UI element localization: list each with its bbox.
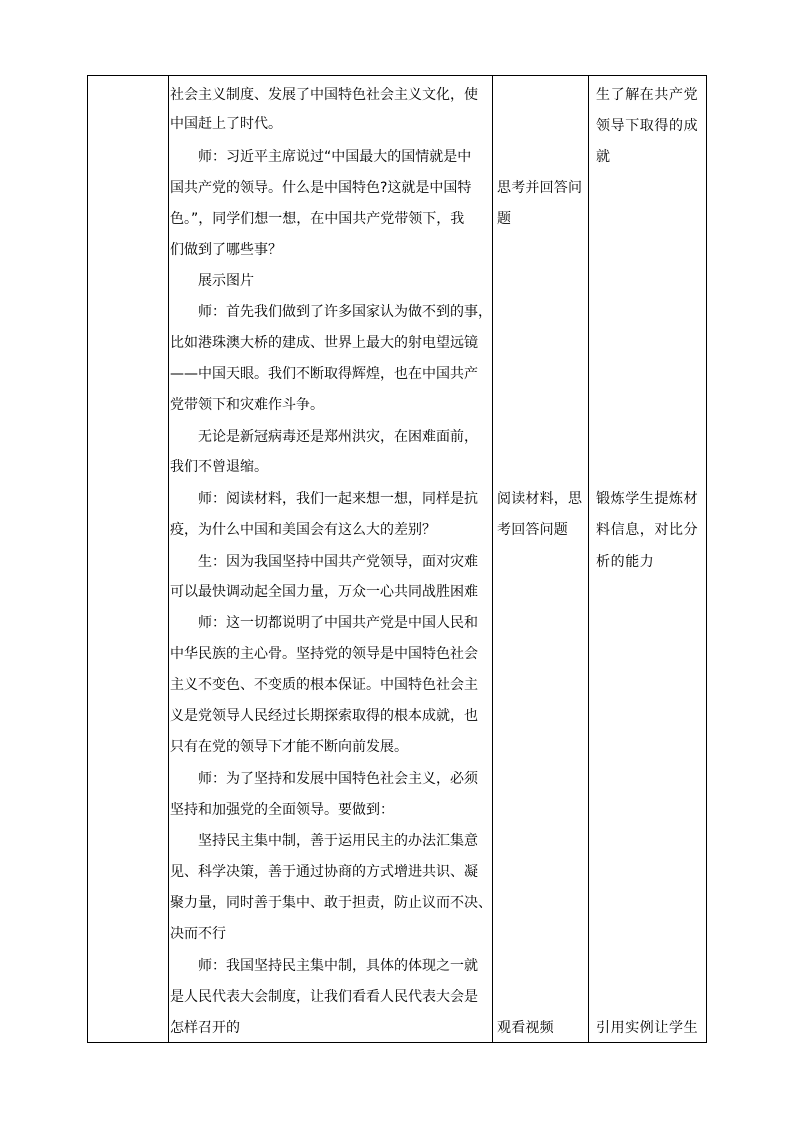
teacher-line: 生：因为我国坚持中国共产党领导，面对灾难 — [170, 554, 478, 570]
intent-line: 生了解在共产党 — [596, 87, 699, 103]
teacher-line: ——中国天眼。我们不断取得辉煌，也在中国共产 — [170, 366, 478, 382]
teacher-line: 师：这一切都说明了中国共产党是中国人民和 — [170, 615, 478, 631]
teacher-line: 色。”，同学们想一想，在中国共产党带领下，我 — [170, 211, 465, 227]
student-activity-column — [497, 76, 585, 1042]
teacher-line: 师：首先我们做到了许多国家认为做不到的事， — [170, 304, 492, 320]
teacher-line: 是人民代表大会制度，让我们看看人民代表大会是 — [170, 989, 478, 1005]
intent-line: 析的能力 — [596, 554, 655, 570]
student-line: 阅读材料，思 — [497, 491, 583, 507]
teacher-line: 只有在党的领导下才能不断向前发展。 — [170, 739, 408, 755]
teacher-line: 怎样召开的 — [170, 1020, 240, 1036]
teacher-line: 疫，为什么中国和美国会有这么大的差别？ — [170, 522, 436, 538]
teacher-line: 可以最快调动起全国力量，万众一心共同战胜困难 — [170, 584, 478, 600]
teacher-line: 我们不曾退缩。 — [170, 459, 268, 475]
teacher-line: 们做到了哪些事？ — [170, 242, 282, 258]
teacher-line: 坚持民主集中制，善于运用民主的办法汇集意 — [170, 833, 478, 849]
teacher-line: 决而不行 — [170, 926, 226, 942]
intent-line: 锻炼学生提炼材 — [596, 491, 699, 507]
intent-line: 就 — [596, 149, 611, 165]
teacher-line: 师：为了坚持和发展中国特色社会主义，必须 — [170, 771, 478, 787]
teacher-line: 无论是新冠病毒还是郑州洪灾，在困难面前， — [170, 429, 478, 445]
intent-line: 引用实例让学生 — [596, 1020, 699, 1036]
teacher-line: 坚持和加强党的全面领导。要做到： — [170, 802, 394, 818]
teacher-line: 展示图片 — [170, 273, 254, 289]
teacher-line: 聚力量，同时善于集中、敢于担责，防止议而不决、 — [170, 895, 492, 911]
teacher-line: 师：我国坚持民主集中制，具体的体现之一就 — [170, 958, 478, 974]
teacher-line: 社会主义制度、发展了中国特色社会主义文化，使 — [170, 87, 478, 103]
student-line: 题 — [497, 211, 512, 227]
column-divider-1 — [168, 76, 169, 1042]
teacher-line: 主义不变色、不变质的根本保证。中国特色社会主 — [170, 677, 478, 693]
student-line: 考回答问题 — [497, 522, 568, 538]
teacher-line: 党带领下和灾难作斗争。 — [170, 397, 324, 413]
teacher-line: 中国赶上了时代。 — [170, 116, 282, 132]
student-line: 观看视频 — [497, 1020, 554, 1036]
student-line: 思考并回答问 — [497, 180, 583, 196]
teacher-line: 国共产党的领导。什么是中国特色?这就是中国特 — [170, 180, 472, 196]
teacher-line: 义是党领导人民经过长期探索取得的根本成就，也 — [170, 708, 478, 724]
teacher-activity-column — [170, 76, 492, 1042]
column-divider-2 — [492, 76, 493, 1042]
intent-line: 领导下取得的成 — [596, 118, 699, 134]
column-divider-3 — [588, 76, 589, 1042]
teacher-line: 师：习近平主席说过“中国最大的国情就是中 — [170, 149, 472, 165]
intent-line: 料信息，对比分 — [596, 522, 699, 538]
teacher-line: 中华民族的主心骨。坚持党的领导是中国特色社会 — [170, 646, 478, 662]
teacher-line: 见、科学决策，善于通过协商的方式增进共识、凝 — [170, 864, 478, 880]
teacher-line: 比如港珠澳大桥的建成、世界上最大的射电望远镜 — [170, 335, 478, 351]
design-intent-column — [596, 76, 706, 1042]
teacher-line: 师：阅读材料，我们一起来想一想，同样是抗 — [170, 491, 478, 507]
lesson-table — [87, 75, 707, 1043]
